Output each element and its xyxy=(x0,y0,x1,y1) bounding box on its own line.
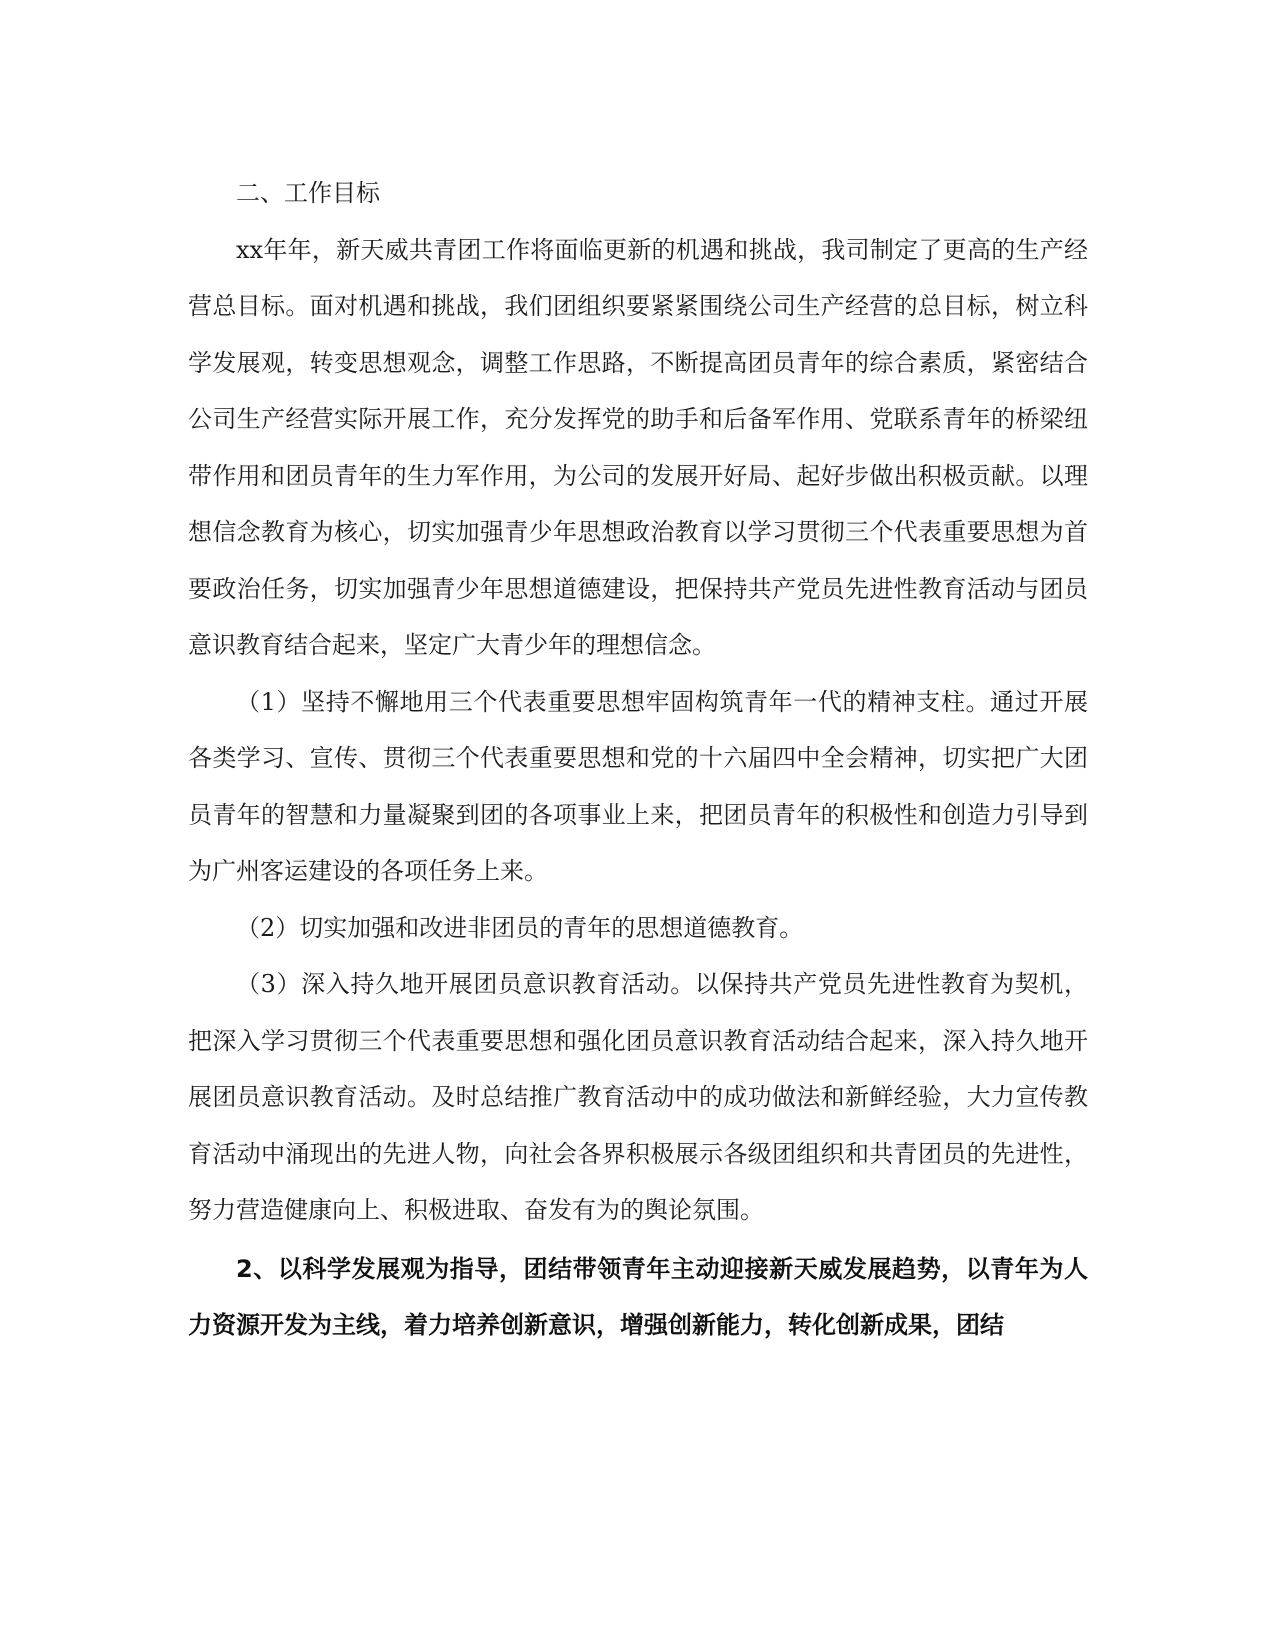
paragraph-work-goals: xx年年，新天威共青团工作将面临更新的机遇和挑战，我司制定了更高的生产经营总目标。面对机遇和挑战，我们团组织要紧紧围绕公司生产经营的总目标，树立科学发展观，转变思想观念，调整工作思路，不断提高团员青年的综合素质，紧密结合公司生产经营实际开展工作，充分发挥党的助手和后备军作用、党联系青年的桥梁纽带作用和团员青年的生力军作用，为公司的发展开好局、起好步做出积极贡献。以理想信念教育为核心，切实加强青少年思想政治教育以学习贯彻三个代表重要思想为首要政治任务，切实加强青少年思想道德建设，把保持共产党员先进性教育活动与团员意识教育结合起来，坚定广大青少年的理想信念。 xyxy=(188,235,1088,659)
paragraph-item-1: （1）坚持不懈地用三个代表重要思想牢固构筑青年一代的精神支柱。通过开展各类学习、宣传、贯彻三个代表重要思想和党的十六届四中全会精神，切实把广大团员青年的智慧和力量凝聚到团的各项事业上来，把团员青年的积极性和创造力引导到为广州客运建设的各项任务上来。 xyxy=(188,687,1088,885)
paragraph-item-2: （2）切实加强和改进非团员的青年的思想道德教育。 xyxy=(236,913,804,942)
section-heading: 二、工作目标 xyxy=(236,179,380,207)
document-body xyxy=(188,165,1088,1354)
bold-paragraph-point-2: 2、以科学发展观为指导，团结带领青年主动迎接新天威发展趋势，以青年为人力资源开发为主线，着力培养创新意识，增强创新能力，转化创新成果，团结 xyxy=(188,1254,1088,1339)
paragraph-item-3: （3）深入持久地开展团员意识教育活动。以保持共产党员先进性教育为契机，把深入学习贯彻三个代表重要思想和强化团员意识教育活动结合起来，深入持久地开展团员意识教育活动。及时总结推广教育活动中的成功做法和新鲜经验，大力宣传教育活动中涌现出的先进人物，向社会各界积极展示各级团组织和共青团员的先进性，努力营造健康向上、积极进取、奋发有为的舆论氛围。 xyxy=(188,970,1088,1224)
